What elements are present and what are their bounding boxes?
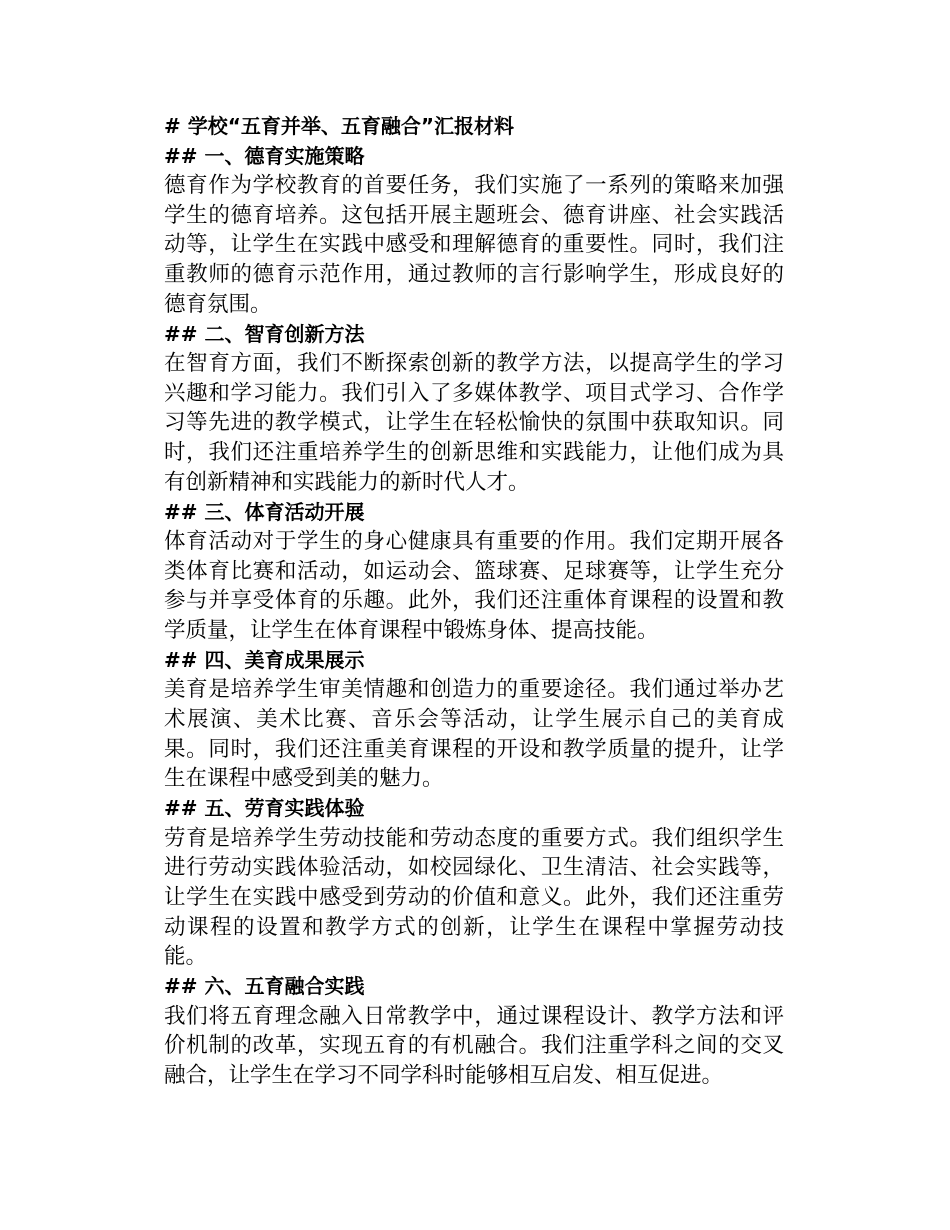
- section-body-aesthetic-education: 美育是培养学生审美情趣和创造力的重要途径。我们通过举办艺术展演、美术比赛、音乐会等活动，让学生展示自己的美育成果。同时，我们还注重美育课程的开设和教学质量的提升，让学生在课程中感受到美的魅力。: [164, 677, 784, 792]
- section-heading-physical-education: ## 三、体育活动开展: [164, 499, 365, 524]
- section-heading-five-education-integration: ## 六、五育融合实践: [164, 974, 365, 999]
- section-heading-intellectual-education: ## 二、智育创新方法: [164, 321, 365, 346]
- section-body-five-education-integration: 我们将五育理念融入日常教学中，通过课程设计、教学方法和评价机制的改革，实现五育的有机融合。我们注重学科之间的交叉融合，让学生在学习不同学科时能够相互启发、相互促进。: [164, 1003, 784, 1089]
- section-body-labor-education: 劳育是培养学生劳动技能和劳动态度的重要方式。我们组织学生进行劳动实践体验活动，如校园绿化、卫生清洁、社会实践等，让学生在实践中感受到劳动的价值和意义。此外，我们还注重劳动课程的设置和教学方式的创新，让学生在课程中掌握劳动技能。: [164, 825, 784, 970]
- section-body-intellectual-education: 在智育方面，我们不断探索创新的教学方法，以提高学生的学习兴趣和学习能力。我们引入了多媒体教学、项目式学习、合作学习等先进的教学模式，让学生在轻松愉快的氛围中获取知识。同时，我们还注重培养学生的创新思维和实践能力，让他们成为具有创新精神和实践能力的新时代人才。: [164, 351, 784, 495]
- section-heading-moral-education: ## 一、德育实施策略: [164, 143, 365, 168]
- section-body-physical-education: 体育活动对于学生的身心健康具有重要的作用。我们定期开展各类体育比赛和活动，如运动会、篮球赛、足球赛等，让学生充分参与并享受体育的乐趣。此外，我们还注重体育课程的设置和教学质量，让学生在体育课程中锻炼身体、提高技能。: [164, 529, 784, 644]
- section-heading-aesthetic-education: ## 四、美育成果展示: [164, 647, 365, 672]
- section-heading-labor-education: ## 五、劳育实践体验: [164, 796, 365, 821]
- document-page: [164, 112, 784, 1091]
- section-body-moral-education: 德育作为学校教育的首要任务，我们实施了一系列的策略来加强学生的德育培养。这包括开展主题班会、德育讲座、社会实践活动等，让学生在实践中感受和理解德育的重要性。同时，我们注重教师的德育示范作用，通过教师的言行影响学生，形成良好的德育氛围。: [164, 173, 784, 317]
- document-title: # 学校“五育并举、五育融合”汇报材料: [164, 114, 515, 138]
